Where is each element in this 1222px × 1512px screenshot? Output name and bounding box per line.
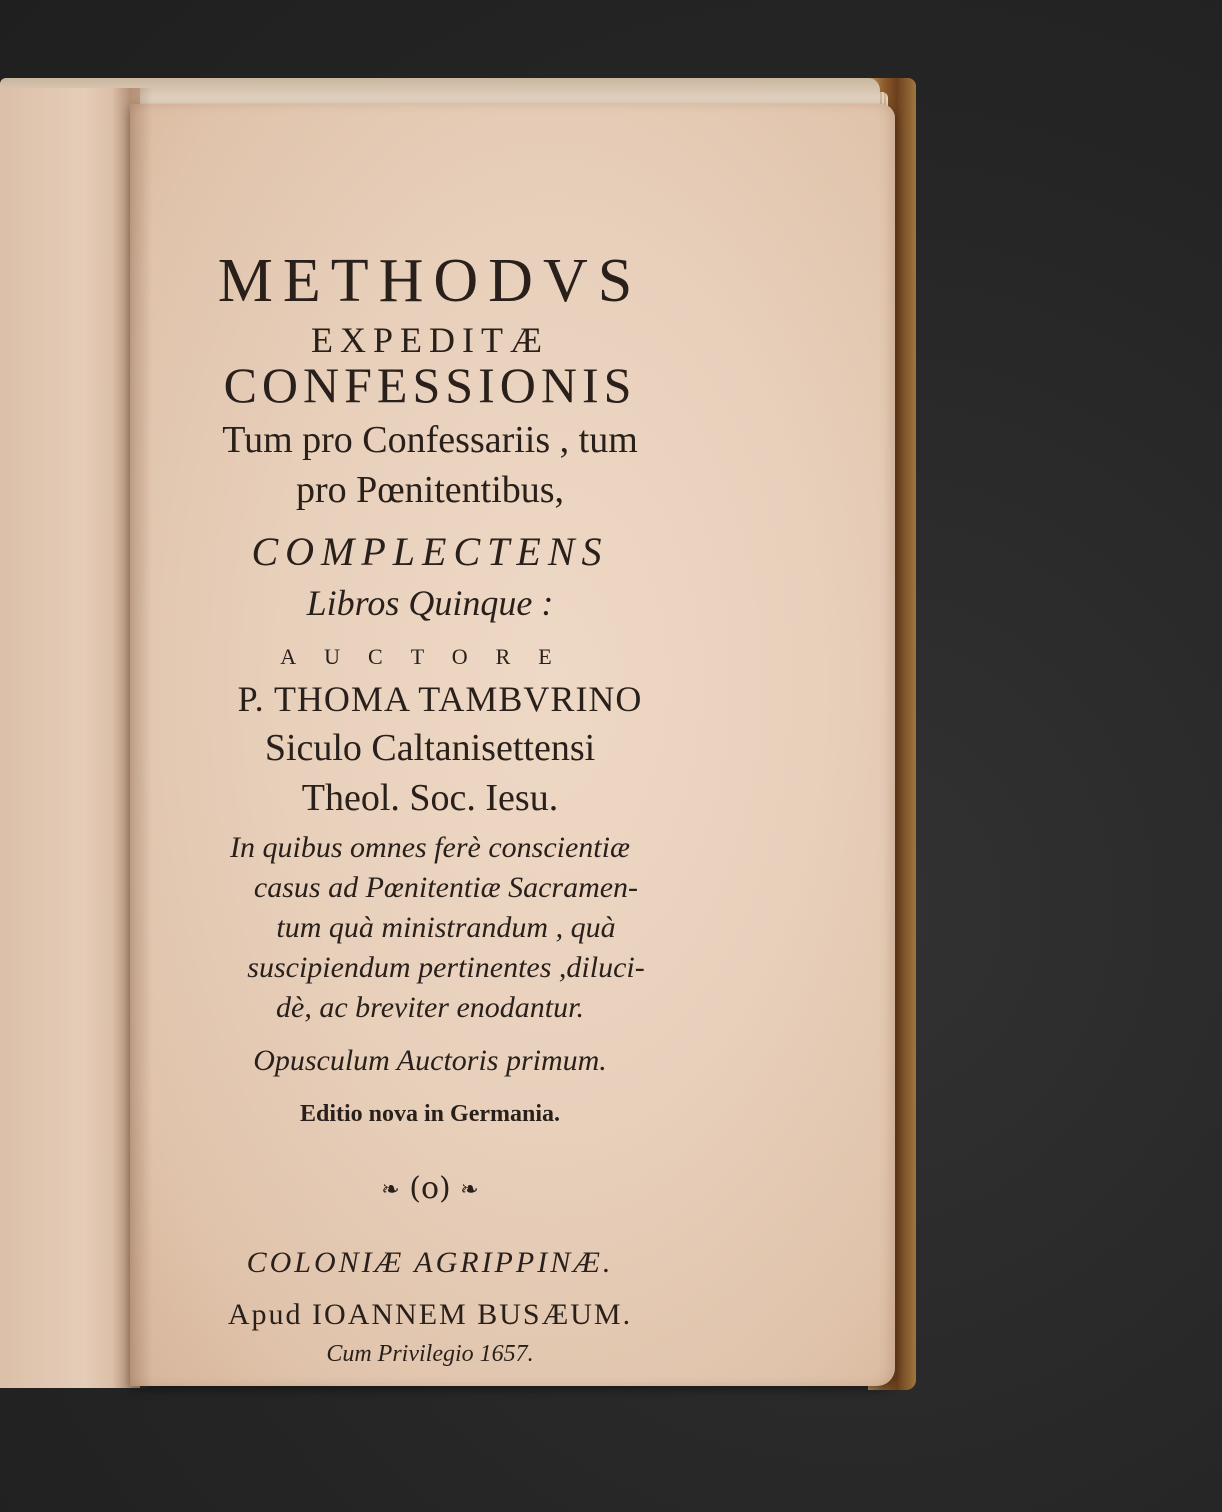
auctore-label: AUCTORE <box>280 644 580 669</box>
description-line-3: tum quà ministrandum , quà <box>276 911 616 944</box>
edition-line: Editio nova in Germania. <box>299 1101 561 1127</box>
description-line-2: casus ad Pœnitentiæ Sacramen- <box>253 871 639 904</box>
open-book <box>0 78 920 1390</box>
description-line-1: In quibus omnes ferè conscientiæ <box>230 831 630 864</box>
opusculum-line: Opusculum Auctoris primum. <box>253 1044 607 1077</box>
purpose-line-1: Tum pro Confessariis , tum <box>222 419 638 461</box>
ornament-text: (o) <box>409 1171 451 1206</box>
libros-line: Libros Quinque : <box>306 583 554 623</box>
purpose-line-2: pro Pœnitentibus, <box>295 469 565 511</box>
complectens-heading: COMPLECTENS <box>251 529 609 574</box>
imprint-privilege: Cum Privilegio 1657. <box>326 1341 534 1367</box>
description-line-5: dè, ac breviter enodantur. <box>276 991 584 1024</box>
printer-ornament <box>130 1171 730 1206</box>
description-line-4: suscipiendum pertinentes ,diluci- <box>247 951 645 984</box>
imprint-printer: Apud IOANNEM BUSÆUM. <box>227 1298 633 1331</box>
subtitle-line-2: CONFESSIONIS <box>223 357 637 413</box>
subtitle-line-1: EXPEDITÆ <box>311 320 549 360</box>
imprint-city: COLONIÆ AGRIPPINÆ. <box>246 1246 614 1279</box>
fleuron-left-icon: ❧ <box>381 1177 400 1203</box>
fleuron-right-icon: ❧ <box>460 1177 479 1203</box>
author-order: Theol. Soc. Iesu. <box>301 777 559 819</box>
author-name: P. THOMA TAMBVRINO <box>237 679 643 719</box>
book-title: METHODVS <box>217 247 643 315</box>
author-origin: Siculo Caltanisettensi <box>264 727 596 769</box>
